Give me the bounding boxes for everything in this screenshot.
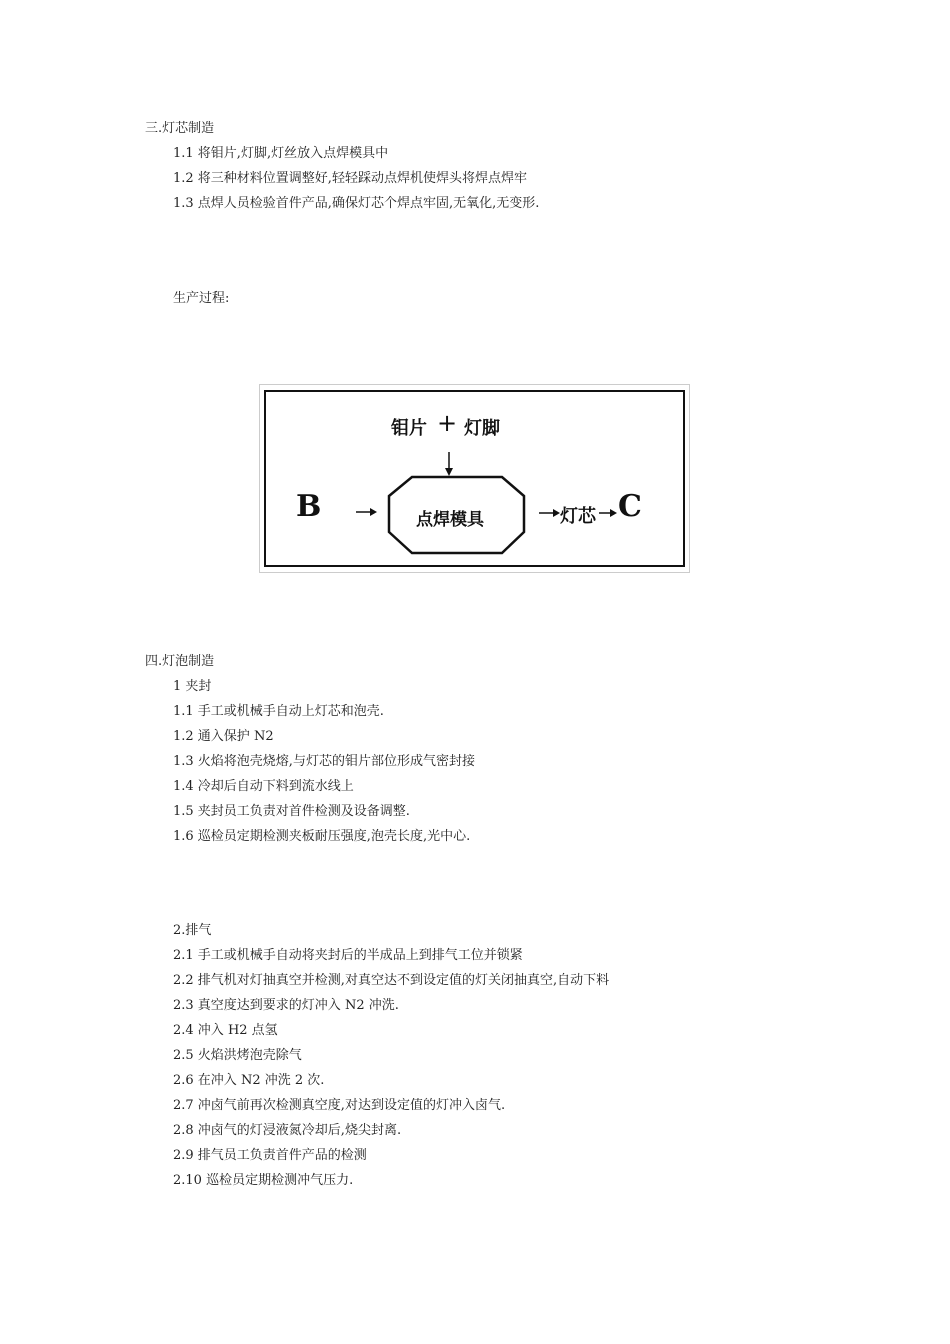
diagram-top-right: 灯脚: [464, 418, 500, 439]
right-arrow-icon: [539, 509, 560, 517]
diagram-output-item: 灯芯: [560, 506, 596, 527]
part-1-step: 1.6 巡检员定期检测夹板耐压强度,泡壳长度,光中心.: [173, 829, 471, 844]
part-2-step: 2.10 巡检员定期检测冲气压力.: [173, 1173, 354, 1188]
part-2-step: 2.3 真空度达到要求的灯冲入 N2 冲洗.: [173, 998, 399, 1013]
section-3-step: 1.2 将三种材料位置调整好,轻轻踩动点焊机使焊头将焊点焊牢: [173, 171, 527, 186]
part-1-step: 1.2 通入保护 N2: [173, 729, 274, 744]
part-2-step: 2.8 冲卤气的灯浸液氮冷却后,烧尖封离.: [173, 1123, 402, 1138]
right-arrow-icon: [599, 509, 617, 517]
part-2-step: 2.5 火焰洪烤泡壳除气: [173, 1048, 302, 1063]
section-3-step: 1.3 点焊人员检验首件产品,确保灯芯个焊点牢固,无氧化,无变形.: [173, 196, 540, 211]
part-2-step: 2.9 排气员工负责首件产品的检测: [173, 1148, 367, 1163]
diagram-frame: [264, 390, 685, 567]
part-1-step: 1.5 夹封员工负责对首件检测及设备调整.: [173, 804, 410, 819]
diagram-top-left: 钼片: [391, 418, 427, 439]
part-1-heading: 1 夹封: [173, 679, 212, 694]
diagram-output: C: [618, 489, 642, 524]
part-2-heading: 2.排气: [173, 923, 212, 938]
section-3-step: 1.1 将钼片,灯脚,灯丝放入点焊模具中: [173, 146, 389, 161]
part-1-step: 1.1 手工或机械手自动上灯芯和泡壳.: [173, 704, 384, 719]
part-2-step: 2.2 排气机对灯抽真空并检测,对真空达不到设定值的灯关闭抽真空,自动下料: [173, 973, 610, 988]
section-3-heading: 三.灯芯制造: [145, 121, 215, 136]
part-2-step: 2.4 冲入 H2 点氢: [173, 1023, 278, 1038]
diagram-box-label: 点焊模具: [416, 510, 484, 530]
part-1-step: 1.3 火焰将泡壳烧熔,与灯芯的钼片部位形成气密封接: [173, 754, 475, 769]
part-2-step: 2.1 手工或机械手自动将夹封后的半成品上到排气工位并锁紧: [173, 948, 523, 963]
diagram-plus: +: [437, 409, 458, 437]
process-label: 生产过程:: [173, 291, 230, 306]
part-1-step: 1.4 冷却后自动下料到流水线上: [173, 779, 354, 794]
diagram-input: B: [296, 489, 322, 524]
process-diagram: [259, 384, 690, 573]
down-arrow-icon: [445, 452, 453, 476]
part-2-step: 2.7 冲卤气前再次检测真空度,对达到设定值的灯冲入卤气.: [173, 1098, 506, 1113]
diagram-shapes: [266, 392, 687, 569]
section-4-heading: 四.灯泡制造: [145, 654, 215, 669]
right-arrow-icon: [356, 508, 377, 516]
part-2-step: 2.6 在冲入 N2 冲洗 2 次.: [173, 1073, 325, 1088]
